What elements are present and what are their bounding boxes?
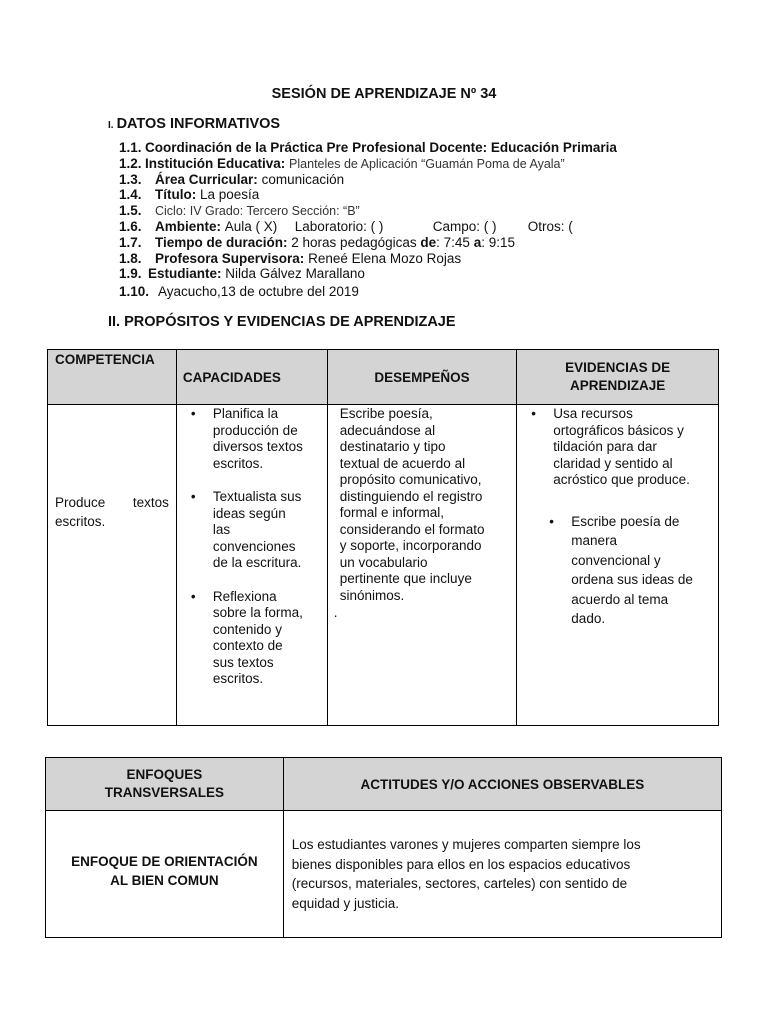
info-value: Reneé Elena Mozo Rojas (308, 250, 462, 266)
info-num: 1.7. (119, 234, 142, 250)
list-item: • Escribe poesía de manera convencional y ordena sus ideas de acuerdo al tema dado. (571, 512, 718, 629)
info-label: Título: (155, 187, 197, 203)
info-row-1-4 (119, 187, 617, 203)
table-row (48, 405, 719, 726)
info-value: 2 horas pedagógicas (291, 234, 417, 250)
page-title: SESIÓN DE APRENDIZAJE Nº 34 (271, 86, 497, 102)
header-evidencias-line: EVIDENCIAS DE (565, 360, 671, 375)
list-item: • Usa recursos ortográficos básicos y tildación para dar claridad y sentido al acróstico que produce. (553, 406, 718, 489)
info-num: 1.3. (119, 171, 142, 187)
cell-competencia (48, 405, 177, 726)
info-value: Nilda Gálvez Marallano (225, 266, 365, 282)
section-1-title: DATOS INFORMATIVOS (116, 116, 281, 132)
info-list (119, 140, 617, 300)
section-1-heading (108, 116, 280, 132)
section-2-heading: II. PROPÓSITOS Y EVIDENCIAS DE APRENDIZAJE (108, 314, 456, 330)
header-competencia: COMPETENCIA (48, 350, 177, 405)
competencia-word: escritos. (55, 514, 106, 529)
info-value: Planteles de Aplicación “Guamán Poma de Ayala” (289, 156, 565, 171)
cell-desempenos: Escribe poesía, adecuándose al destinatario y tipo textual de acuerdo al propósito comunicativo, distinguiendo el registro formal e informal, considerando el formato y soporte, incorporando un vocabulario pertinente que incluye sinónimos. . (327, 405, 517, 726)
info-label: Área Curricular: (155, 171, 258, 187)
info-value: Ayacucho,13 de octubre del 2019 (158, 284, 359, 300)
info-label: Tiempo de duración: (155, 234, 288, 250)
section-1-roman: I. (108, 120, 114, 131)
info-row-1-9 (119, 266, 617, 282)
ambiente-campo: Campo: ( ) (432, 218, 497, 234)
list-item: • Planifica la producción de diversos textos escritos. (213, 406, 327, 472)
info-label: Ambiente: (155, 218, 222, 234)
enfoques-table (45, 757, 722, 938)
info-num: 1.2. (119, 155, 142, 171)
time-from-value: : 7:45 (436, 234, 470, 250)
table-header-row (48, 350, 719, 405)
table-header-row (46, 758, 722, 811)
header-desempenos: DESEMPEÑOS (327, 350, 517, 405)
competencia-word: textos (132, 495, 169, 510)
list-item: • Reflexiona sobre la forma, contenido y contexto de sus textos escritos. (213, 589, 327, 688)
cell-capacidades (176, 405, 327, 726)
table-row (46, 811, 722, 938)
info-num: 1.8. (119, 250, 142, 266)
info-label: Profesora Supervisora: (155, 250, 305, 266)
header-evidencias-line: APRENDIZAJE (570, 378, 666, 393)
list-item: • Textualista sus ideas según las convenciones de la escritura. (213, 489, 327, 572)
header-evidencias (517, 350, 719, 405)
info-row-1-3 (119, 172, 617, 188)
competencias-table (47, 349, 719, 726)
info-num: 1.9. (119, 266, 142, 282)
info-value: La poesía (200, 187, 260, 203)
header-actitudes: ACTITUDES Y/O ACCIONES OBSERVABLES (283, 758, 721, 811)
info-row-1-5 (119, 203, 617, 219)
ambiente-laboratorio: Laboratorio: ( ) (294, 218, 384, 234)
info-value: Ciclo: IV Grado: Tercero Sección: “B” (155, 204, 360, 219)
info-value: comunicación (261, 171, 345, 187)
info-row-1-7 (119, 235, 617, 251)
info-row-1-8 (119, 251, 617, 267)
info-label: Coordinación de la Práctica Pre Profesional Docente: Educación Primaria (145, 140, 617, 155)
info-num: 1.10. (119, 284, 150, 300)
competencia-word: Produce (55, 495, 106, 510)
info-row-1-6 (119, 219, 617, 235)
info-row-1-2 (119, 156, 617, 172)
info-label: Estudiante: (148, 266, 222, 282)
time-from-label: de (420, 234, 437, 250)
info-num: 1.1. (119, 140, 142, 155)
info-label: Institución Educativa: (145, 155, 286, 171)
info-num: 1.5. (119, 203, 142, 219)
header-capacidades: CAPACIDADES (176, 350, 327, 405)
info-num: 1.4. (119, 187, 142, 203)
ambiente-otros: Otros: ( (527, 218, 573, 234)
info-row-1-10 (119, 284, 617, 300)
time-to-label: a (473, 234, 482, 250)
ambiente-aula: Aula ( X) (224, 218, 278, 234)
header-enfoques-line: TRANSVERSALES (104, 785, 224, 800)
info-num: 1.6. (119, 218, 142, 234)
cell-actitud: Los estudiantes varones y mujeres comparten siempre los bienes disponibles para ellos en los espacios educativos (recursos, materiales, sectores, carteles) con sentido de equidad y justicia. (283, 811, 721, 938)
info-row-1-1 (119, 140, 617, 156)
time-to-value: : 9:15 (481, 234, 515, 250)
header-enfoques (46, 758, 284, 811)
header-enfoques-line: ENFOQUES (126, 767, 203, 782)
stray-dot: . (333, 605, 338, 620)
cell-evidencias (517, 405, 719, 726)
cell-enfoque: ENFOQUE DE ORIENTACIÓN AL BIEN COMUN (46, 811, 284, 938)
